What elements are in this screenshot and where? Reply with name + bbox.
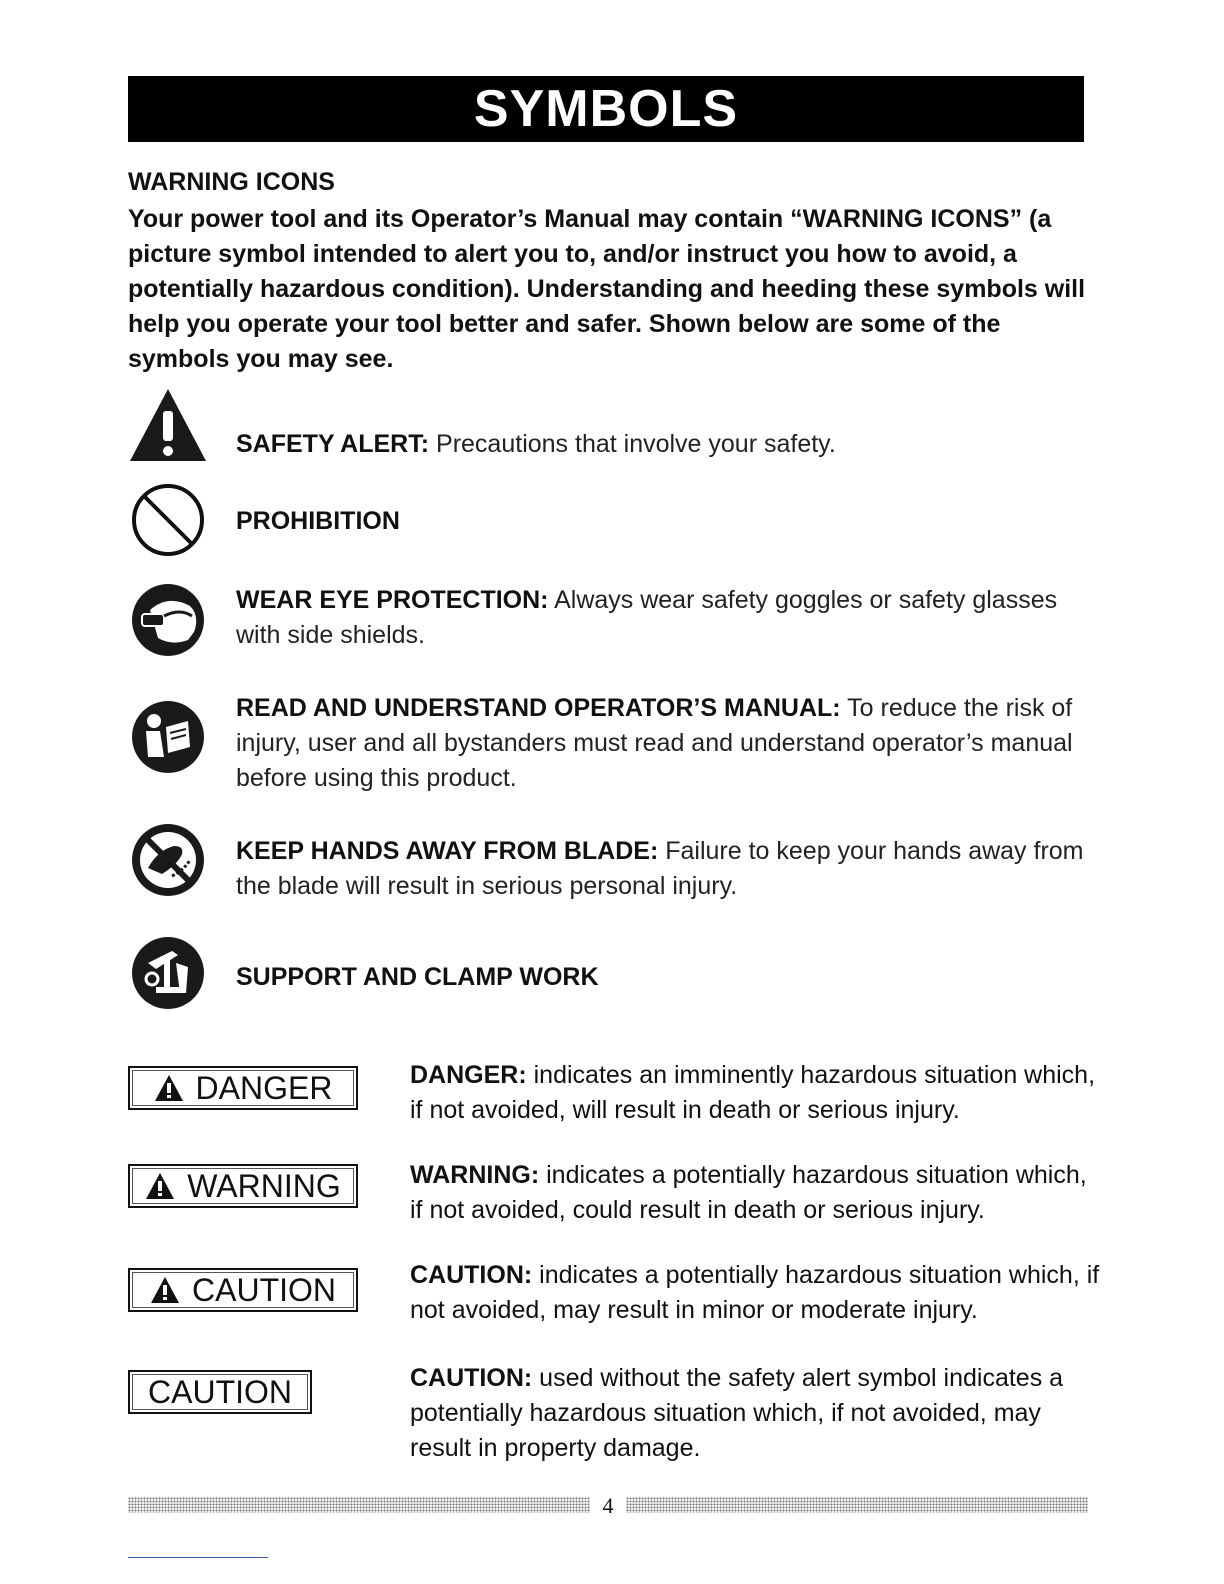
danger-desc: indicates an imminently hazardous situation which, if not avoided, will result in death or serious injury. [410,1061,1096,1124]
warning-desc: indicates a potentially hazardous situation which, if not avoided, could result in death or serious injury. [410,1161,1087,1224]
prohibition-icon [128,480,208,560]
footer-dotted-rule-right [626,1497,1088,1513]
caution-badge-text: CAUTION [148,1373,292,1410]
read-manual-icon [128,697,208,777]
warning-badge-text: WARNING [187,1167,341,1204]
page-title-bar [128,76,1084,142]
read-manual-label: READ AND UNDERSTAND OPERATOR’S MANUAL: [236,694,841,722]
caution-alert-badge [128,1268,358,1312]
prohibition-label: PROHIBITION [236,507,400,535]
danger-label: DANGER: [410,1061,527,1089]
safety-alert-desc: Precautions that involve your safety. [436,430,836,458]
eye-protection-icon [128,580,208,660]
eye-protection-item [236,583,1096,653]
intro-paragraph: Your power tool and its Operator’s Manual may contain “WARNING ICONS” (a picture symbol intended to alert you to, and/or instruct you how to avoid, a potentially hazardous condition). Understanding and heeding these symbols will help you operate your tool better and safer. Shown below are some of the symbols you may see. [128,205,1086,373]
read-manual-desc: To reduce the risk of injury, user and all bystanders must read and understand operator’s manual before using this product. [236,694,1073,792]
warning-badge [128,1164,358,1208]
warning-description [410,1158,1100,1228]
danger-badge-text: DANGER [195,1069,333,1106]
danger-description [410,1058,1100,1128]
caution-description [410,1361,1100,1466]
hands-away-label: KEEP HANDS AWAY FROM BLADE: [236,837,659,865]
safety-alert-label: SAFETY ALERT: [236,430,430,458]
page-footer [128,1493,1088,1519]
alert-triangle-icon [154,1074,184,1102]
safety-alert-item [236,427,1096,462]
caution-badge [128,1370,312,1414]
clamp-work-icon [128,933,208,1013]
eye-protection-desc: Always wear safety goggles or safety glasses with side shields. [236,586,1058,649]
alert-triangle-icon [145,1172,175,1200]
section-heading: WARNING ICONS [128,168,335,196]
caution-desc: used without the safety alert symbol indicates a potentially hazardous situation which, if not avoided, may result in property damage. [410,1364,1064,1462]
eye-protection-label: WEAR EYE PROTECTION: [236,586,549,614]
prohibition-item [236,504,1096,539]
page-number: 4 [602,1493,614,1518]
clamp-work-label: SUPPORT AND CLAMP WORK [236,963,599,991]
hands-away-icon [128,820,208,900]
caution-alert-label: CAUTION: [410,1261,533,1289]
danger-badge [128,1066,358,1110]
page-title: SYMBOLS [473,80,739,138]
caution-alert-description [410,1258,1100,1328]
clamp-work-item [236,960,1096,995]
read-manual-item [236,691,1096,796]
hands-away-desc: Failure to keep your hands away from the blade will result in serious personal injury. [236,837,1084,900]
bottom-rule [128,1557,268,1558]
caution-alert-desc: indicates a potentially hazardous situation which, if not avoided, may result in minor or moderate injury. [410,1261,1100,1324]
caution-alert-badge-text: CAUTION [192,1271,336,1308]
warning-label: WARNING: [410,1161,540,1189]
caution-label: CAUTION: [410,1364,533,1392]
footer-dotted-rule-left [128,1497,590,1513]
hands-away-item [236,834,1096,904]
alert-triangle-icon [150,1276,180,1304]
safety-alert-icon [128,385,208,465]
